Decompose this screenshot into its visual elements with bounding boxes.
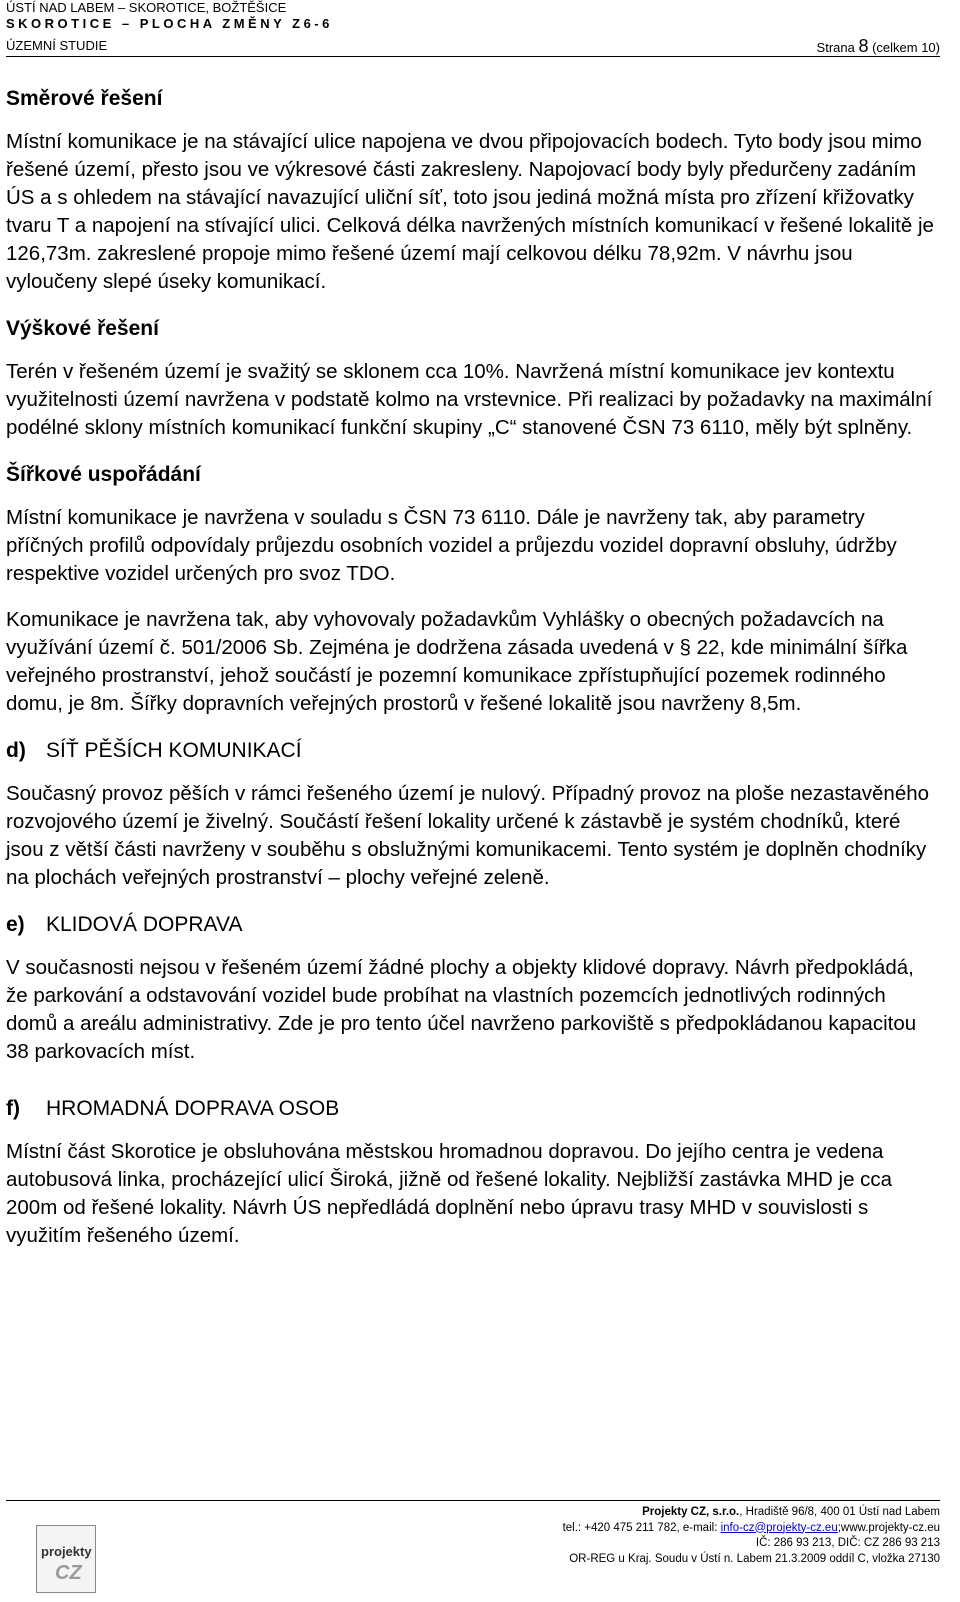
paragraph-section-d: Současný provoz pěších v rámci řešeného území je nulový. Případný provoz na ploše nezastavěného rozvojového území je živelný. Součástí řešení lokality určené k zástavbě je systém chodníků, které jsou z větší části navrženy v souběhu s obslužnými komunikacemi. Tento systém je doplněn chodníky na plochách veřejných prostranství – plochy veřejné zeleně. [6,782,930,889]
page-footer [6,1500,940,1602]
section-f-letter: f) [6,1097,20,1120]
section-d-letter: d) [6,739,26,762]
paragraph-smerove: Místní komunikace je na stávající ulice napojena ve dvou připojovacích bodech. Tyto body jsou mimo řešené území, přesto jsou ve výkresové části zakresleny. Napojovací body byly předurčeny zadáním ÚS a s ohledem na stávající navazující uliční síť, toto jsou jediná možná místa pro zřízení křižovatky tvaru T a napojení na stívající ulici. Celková délka navržených místních komunikací v řešené lokalitě je 126,73m. zakreslené propoje mimo řešené území mají celkovou délku 78,92m. V návrhu jsou vyloučeny slepé úseky komunikací. [6,130,934,293]
page-header [6,0,940,57]
web-address[interactable]: ;www.projekty-cz.eu [837,1521,940,1534]
heading-smerove: Směrové řešení [6,87,163,110]
paragraph-sirkove-2: Komunikace je navržena tak, aby vyhovovaly požadavkům Vyhlášky o obecných požadavcích na využívání území č. 501/2006 Sb. Zejména je dodržena zásada uvedená v § 22, kde minimální šířka veřejného prostranství, jehož součástí je pozemní komunikace zpřístupňující pozemek rodinného domu, je 8m. Šířky dopravních veřejných prostorů v řešené lokalitě jsou navrženy 8,5m. [6,608,908,715]
heading-sirkove: Šířkové uspořádání [6,463,201,486]
logo-text: projekty [41,1544,92,1559]
heading-section-f [6,1094,940,1124]
section-e-title: KLIDOVÁ DOPRAVA [46,913,243,936]
paragraph-section-e: V současnosti nejsou v řešeném území žádné plochy a objekty klidové dopravy. Návrh předpokládá, že parkování a odstavování vozidel bude probíhat na vlastních pozemcích jednotlivých rodinných domů a areálu administrativy. Zde je pro tento účel navrženo parkoviště s předpokládanou kapacitou 38 parkovacích míst. [6,956,917,1063]
header-doc-type: ÚZEMNÍ STUDIE [6,38,108,53]
company-info [563,1505,940,1567]
header-project-title: SKOROTICE – PLOCHA ZMĚNY Z6-6 [6,16,333,31]
page-suffix: (celkem 10) [868,40,940,55]
header-doc-row [6,32,940,57]
page-num: 8 [858,36,869,56]
company-registry: OR-REG u Kraj. Soudu v Ústí n. Labem 21.3.2009 oddíl C, vložka 27130 [569,1552,940,1565]
paragraph-sirkove-1: Místní komunikace je navržena v souladu s ČSN 73 6110. Dále je navrženy tak, aby parametry příčných profilů odpovídaly průjezdu osobních vozidel a průjezdu vozidel dopravní obsluhy, údržby respektive vozidel určených pro svoz TDO. [6,506,897,585]
heading-section-d [6,736,940,766]
section-f-title: HROMADNÁ DOPRAVA OSOB [46,1097,340,1120]
company-ids: IČ: 286 93 213, DIČ: CZ 286 93 213 [755,1537,940,1549]
email-link[interactable]: info-cz@projekty-cz.eu [720,1521,838,1534]
section-d-title: SÍŤ PĚŠÍCH KOMUNIKACÍ [46,739,302,762]
heading-vyskove: Výškové řešení [6,317,159,340]
page-content [6,76,940,1268]
paragraph-section-f: Místní část Skorotice je obsluhována městskou hromadnou dopravou. Do jejího centra je vedena autobusová linka, procházející ulicí Široká, jižně od řešené lokality. Nejbližší zastávka MHD je cca 200m od řešené lokality. Návrh ÚS nepředládá doplnění nebo úpravu trasy MHD v souvislosti s využitím řešeného území. [6,1140,893,1247]
company-logo [36,1525,96,1593]
page-number [817,36,940,57]
logo-sub: CZ [55,1562,82,1584]
heading-section-e [6,910,940,940]
page-prefix: Strana [816,40,859,55]
company-address-line [563,1505,940,1521]
contact-line [563,1521,940,1537]
company-address: , Hradiště 96/8, 400 01 Ústí nad Labem [739,1506,940,1518]
paragraph-vyskove: Terén v řešeném území je svažitý se sklonem cca 10%. Navržená místní komunikace jev kontextu využitelnosti území navržena v podstatě kolmo na vrstevnice. Při realizaci by požadavky na maximální podélné sklony místních komunikací funkční skupiny „C“ stanovené ČSN 73 6110, měly být splněny. [6,360,933,439]
contact-prefix: tel.: +420 475 211 782, e-mail: [562,1521,721,1534]
header-location: ÚSTÍ NAD LABEM – SKOROTICE, BOŽTĚŠICE [6,0,287,15]
company-name: Projekty CZ, s.r.o. [642,1506,740,1518]
section-e-letter: e) [6,913,25,936]
